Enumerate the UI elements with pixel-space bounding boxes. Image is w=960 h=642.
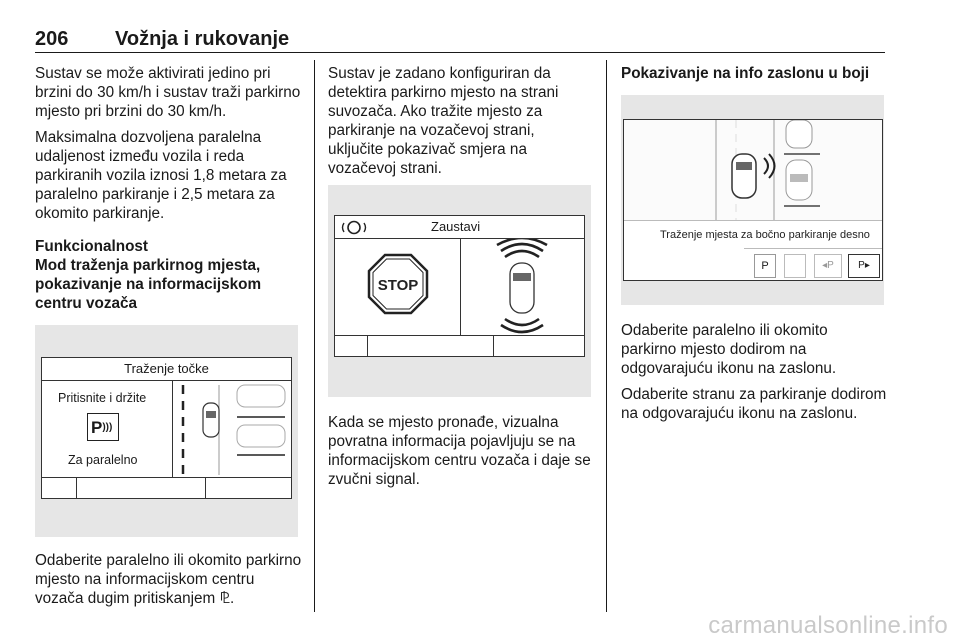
watermark: carmanualsonline.info	[708, 612, 948, 639]
paragraph: Odaberite paralelno ili okomito parkirno mjesto dodirom na odgovarajuću ikonu na zaslonu.	[621, 322, 837, 377]
proximity-sensor-diagram	[461, 239, 583, 335]
perpendicular-mode-button[interactable]	[784, 254, 806, 278]
column-divider	[314, 60, 315, 612]
section-heading: Pokazivanje na info zaslonu u boji	[621, 65, 870, 82]
page-number: 206	[35, 28, 69, 50]
stop-sign-icon	[367, 253, 429, 315]
screen-title-row	[335, 216, 584, 239]
screen-title: Traženje točke	[42, 358, 291, 381]
car-window	[206, 411, 216, 418]
parked-car-icon	[786, 120, 812, 148]
parking-scene	[173, 381, 291, 477]
paragraph: Odaberite paralelno ili okomito parkirno mjesto na informacijskom centru vozača dugim pritiskanjem ⅊.	[35, 552, 302, 607]
own-car-icon	[732, 154, 756, 198]
screen-title: Zaustavi	[431, 219, 481, 234]
paragraph: Maksimalna dozvoljena paralelna udaljenost između vozila i reda parkiranih vozila iznosi 1,8 metara za paralelno parkiranje i 2,5 metara za okomito parkiranje.	[35, 129, 287, 222]
mode-panel	[42, 381, 173, 477]
section-heading: Funkcionalnost	[35, 238, 149, 255]
figure-info-display	[621, 95, 884, 305]
press-hold-label: Pritisnite i držite	[58, 391, 147, 405]
paragraph: Kada se mjesto pronađe, vizualna povratna informacija pojavljuju se na informacijskom centru vozača i daje se zvučni signal.	[328, 414, 591, 488]
color-display-screen	[623, 119, 883, 281]
parallel-mode-button[interactable]: P	[754, 254, 776, 278]
paragraph: Odaberite stranu za parkiranje dodirom na odgovarajuću ikonu na zaslonu.	[621, 386, 887, 422]
steering-assist-icon	[341, 220, 367, 235]
paragraph: Sustav je zadano konfiguriran da detektira parkirno mjesto na strani suvozača. Ako tražite mjesto za parkiranje na vozačevoj strani, uključite pokazivač smjera na vozačevoj strani.	[328, 65, 559, 177]
figure-parking-search	[35, 325, 298, 537]
car-top-icon	[510, 263, 534, 313]
right-side-button[interactable]: P▸	[848, 254, 880, 278]
column-3	[621, 64, 887, 430]
column-1	[35, 64, 303, 615]
page-header	[35, 28, 885, 53]
paragraph: Sustav se može aktivirati jedino pri brzini do 30 km/h i sustav traži parkirno mjesto pri brzini do 30 km/h.	[35, 65, 301, 120]
dic-screen	[41, 357, 292, 499]
column-2	[328, 64, 594, 496]
parked-car-icon	[237, 385, 285, 407]
display-caption: Traženje mjesta za bočno parkiranje desno	[624, 220, 882, 249]
stop-text: STOP	[377, 277, 419, 294]
park-letter: P	[91, 418, 103, 437]
screen-footer	[335, 335, 584, 356]
for-parallel-label: Za paralelno	[68, 453, 138, 467]
subsection-heading: Mod traženja parkirnog mjesta, pokazivanje na informacijskom centru vozača	[35, 257, 262, 312]
left-side-button[interactable]: ◂P	[814, 254, 842, 278]
figure-stop	[328, 185, 591, 397]
display-toolbar	[744, 248, 882, 281]
dic-screen	[334, 215, 585, 357]
own-car-icon	[203, 403, 219, 437]
parking-assist-icon: P)))	[87, 413, 119, 441]
parked-car-icon	[237, 425, 285, 447]
display-parking-scene	[624, 120, 882, 220]
screen-footer	[42, 477, 291, 498]
stop-panel	[335, 239, 461, 335]
chapter-title: Vožnja i rukovanje	[115, 28, 290, 50]
column-divider	[606, 60, 607, 612]
